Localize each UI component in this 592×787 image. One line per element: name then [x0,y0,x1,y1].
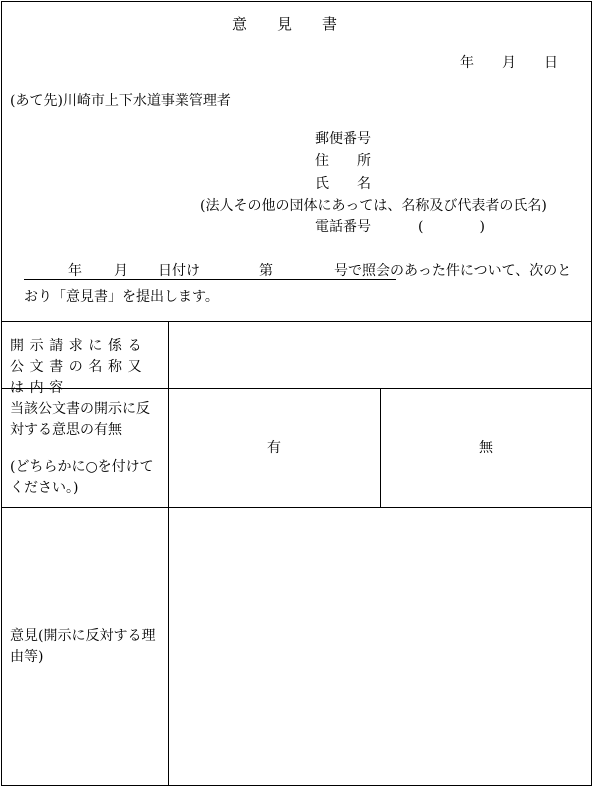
option-yes-cell[interactable] [169,389,380,507]
reference-year: 年 [68,263,82,279]
document-name-field[interactable] [169,322,591,388]
reference-underline [24,279,396,280]
document-name-label: 開示請求に係る公文書の名称又は内容 [10,338,148,396]
reference-month: 月 [114,263,128,279]
reference-sentence: 号で照会のあった件について、次のと [334,263,572,279]
address-label: 住 所 [315,153,371,169]
circle-instruction: (どちらかに○を付けてください。) [10,459,154,496]
option-no: 無 [479,440,493,456]
name-label: 氏 名 [315,176,371,192]
submission-sentence: おり「意見書」を提出します。 [24,289,219,305]
option-yes: 有 [267,440,281,456]
document-title: 意 見 書 [232,15,338,33]
objection-intent-label: 当該公文書の開示に反対する意思の有無 [10,401,150,438]
phone-label: 電話番号 [315,219,371,235]
submission-date: 年 月 日 [460,55,558,71]
postal-code-label: 郵便番号 [315,131,371,147]
phone-parentheses: ( ) [418,219,485,235]
addressee: (あて先)川崎市上下水道事業管理者 [10,93,231,109]
reference-number-prefix: 第 [259,263,273,279]
option-no-cell[interactable] [381,389,591,507]
corporation-note: (法人その他の団体にあっては、名称及び代表者の氏名) [200,198,547,214]
reference-day: 日付け [158,263,200,279]
opinion-reason-field[interactable] [169,508,591,785]
opinion-reason-label: 意見(開示に反対する理由等) [10,628,156,665]
